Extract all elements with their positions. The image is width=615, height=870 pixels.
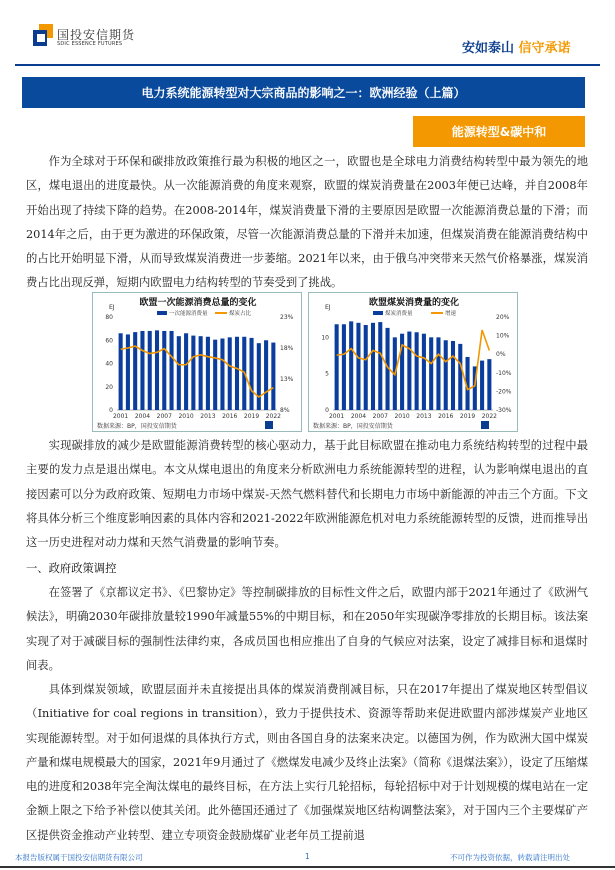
bar <box>140 331 144 410</box>
bar <box>487 359 491 410</box>
x-tick: 2019 <box>243 413 260 420</box>
bar <box>458 344 462 410</box>
footer-divider <box>0 866 615 868</box>
brand-name-en: SDIC ESSENCE FUTURES <box>57 41 123 47</box>
bar <box>148 331 152 410</box>
section-heading: 一、政府政策调控 <box>26 562 117 575</box>
bar <box>206 337 210 410</box>
chart-svg <box>309 293 519 433</box>
x-tick: 2022 <box>481 413 498 420</box>
bar <box>170 331 174 410</box>
legend-label: 煤炭消费量 <box>385 311 413 317</box>
bar <box>191 336 195 410</box>
y-tick-right: 23% <box>280 314 294 321</box>
y-tick-left: 80 <box>105 314 113 321</box>
chart-title: 欧盟煤炭消费量的变化 <box>368 298 460 308</box>
y-tick-left: 20 <box>105 383 113 391</box>
legend-label: 煤炭占比 <box>229 311 252 317</box>
x-tick: 2013 <box>200 413 216 420</box>
brand-name: 国投安信期货 <box>57 28 136 42</box>
y-tick-right: 10% <box>496 332 510 340</box>
footer-copyright: 本报告版权属于国投安信期货有限公司 <box>15 853 143 862</box>
company-logo <box>33 24 53 46</box>
bar <box>451 341 455 410</box>
page-number: 1 <box>305 852 310 861</box>
x-tick: 2022 <box>265 413 282 420</box>
legend-label: 增速 <box>445 311 457 317</box>
x-tick: 2019 <box>459 413 476 420</box>
legend-bar-swatch <box>373 311 383 315</box>
bar <box>342 324 346 410</box>
bar <box>213 340 217 410</box>
y-tick-right: 8% <box>280 407 290 414</box>
bar <box>415 332 419 410</box>
x-tick: 2013 <box>416 413 432 420</box>
y-tick-left: 40 <box>105 360 113 368</box>
slogan <box>462 37 571 56</box>
legend-bar-swatch <box>157 311 167 315</box>
y-tick-right: 13% <box>280 376 294 383</box>
bar <box>119 333 123 410</box>
y-tick-right: -20% <box>496 388 512 396</box>
x-tick: 2010 <box>394 413 410 420</box>
bar <box>436 337 440 410</box>
watermark-logo-icon <box>265 421 273 429</box>
bar <box>429 337 433 410</box>
bar <box>480 361 484 410</box>
bar <box>250 338 254 410</box>
x-tick: 2001 <box>328 413 345 420</box>
category-tag: 能源转型&碳中和 <box>413 116 585 147</box>
paragraph: 作为全球对于环保和碳排放政策推行最为积极的地区之一，欧盟也是全球电力消费结构转型中最为领先的地区，煤电退出的进度最快。从一次能源消费的角度来观察，欧盟的煤炭消费量在2003年便已达峰，并自2008年开始出现了持续下降的趋势。在2008-2014年，煤炭消费量下滑的主要原因是欧盟一次能源消费总量的下滑；而2014年之后，由于更为激进的环保政策，尽管一次能源消费总量的下滑并未加速，但煤炭消费在能源消费结构中的占比开始明显下滑，从而导致煤炭消费进一步萎缩。2021年以来，由于俄乌冲突带来天然气价格暴涨，煤炭消费占比出现反弹，短期内欧盟电力结构转型的节奏受到了挑战。 <box>26 155 588 290</box>
bar <box>133 332 137 410</box>
y-tick-right: 0% <box>496 351 506 359</box>
bar <box>177 336 181 410</box>
bar <box>444 340 448 410</box>
chart-svg <box>93 293 303 433</box>
bar <box>199 336 203 410</box>
y-tick-left: 60 <box>105 337 113 345</box>
bar <box>126 334 130 410</box>
y-tick-left: 5 <box>325 370 329 378</box>
bar <box>371 323 375 410</box>
x-tick: 2007 <box>372 413 388 420</box>
slogan-part-2: 信守承诺 <box>518 41 571 56</box>
y-tick-right: -10% <box>496 369 512 377</box>
bar <box>271 343 275 410</box>
bar <box>364 325 368 410</box>
bar <box>162 331 166 410</box>
footer-disclaimer: 不可作为投资依据，转载请注明出处 <box>450 853 570 862</box>
slogan-part-1: 安如泰山 <box>462 41 515 56</box>
bar <box>349 321 353 410</box>
bar <box>335 324 339 410</box>
paragraph: 在签署了《京都议定书》、《巴黎协定》等控制碳排放的目标性文件之后，欧盟内部于2021年通过了《欧洲气候法》，明确2030年碳排放量较1990年减量55%的中期目标，和在2050年实现碳净零排放的长期目标。该法案实现了对于减碳目标的强制性法律约束，各成员国也相应推出了自身的气候应对法案，设定了减排目标和退煤时间表。 <box>26 586 588 672</box>
unit-label: EJ <box>109 304 115 311</box>
bar <box>264 340 268 410</box>
legend-label: 一次能源消费量 <box>169 311 208 317</box>
report-title: 电力系统能源转型对大宗商品的影响之一：欧洲经验（上篇） <box>22 77 585 108</box>
bar <box>235 337 239 410</box>
bar <box>422 334 426 410</box>
watermark-logo-icon <box>481 421 489 429</box>
chart-primary-energy <box>92 292 302 432</box>
source-note: 数据来源：BP，国投安信期货 <box>97 423 177 430</box>
header-divider <box>15 64 600 66</box>
x-tick: 2007 <box>156 413 172 420</box>
x-tick: 2010 <box>178 413 194 420</box>
y-tick-right: -30% <box>496 407 512 414</box>
x-tick: 2001 <box>112 413 129 420</box>
bar <box>257 343 261 410</box>
x-tick: 2004 <box>350 413 367 420</box>
bar <box>184 333 188 410</box>
chart-coal-consumption <box>308 292 518 432</box>
bar <box>407 332 411 410</box>
source-note: 数据来源：BP，国投安信期货 <box>313 423 393 430</box>
chart-title: 欧盟一次能源消费总量的变化 <box>139 298 257 308</box>
y-tick-right: 20% <box>496 314 510 321</box>
x-tick: 2016 <box>222 413 238 420</box>
y-tick-left: 0 <box>325 407 329 414</box>
bar <box>220 339 224 410</box>
y-tick-left: 10 <box>321 334 329 342</box>
x-tick: 2016 <box>438 413 454 420</box>
bar <box>155 330 159 410</box>
unit-label: EJ <box>325 304 331 311</box>
paragraph: 实现碳排放的减少是欧盟能源消费转型的核心驱动力，基于此目标欧盟在推动电力系统结构转型的过程中最主要的发力点是退出煤电。本文从煤电退出的角度来分析欧洲电力系统能源转型的进程，认为影响煤电退出的直接因素可以分为政府政策、短期电力市场中煤炭-天然气燃料替代和长期电力市场中新能源的冲击三个方面。下文将具体分析三个维度影响因素的具体内容和2021-2022年欧洲能源危机对电力系统能源转型的反馈，进而推导出这一历史进程对动力煤和天然气消费量的影响节奏。 <box>26 439 588 550</box>
bar <box>228 337 232 410</box>
bar <box>356 323 360 410</box>
y-tick-right: 18% <box>280 345 294 352</box>
x-tick: 2004 <box>134 413 151 420</box>
bar <box>378 322 382 410</box>
paragraph: 具体到煤炭领域，欧盟层面并未直接提出具体的煤炭消费削减目标，只在2017年提出了煤炭地区转型倡议（Initiative for coal regions in transition），致力于提供技术、资源等帮助来促进欧盟内部涉煤炭产业地区实现能源转型。对于如何退煤的具体执行方式，则由各国自身的法案来决定。以德国为例，作为欧洲大国中煤炭产量和煤电规模最大的国家，2021年9月通过了《燃煤发电减少及终止法案》（简称《退煤法案》），设定了压缩煤电的进度和2038年完全淘汰煤电的最终目标，在方法上实行几轮招标，每轮招标中对于计划规模的煤电站在一定金额上限之下给予补偿以使其关闭。此外德国还通过了《加强煤炭地区结构调整法案》，对于国内三个主要煤矿产区提供资金推动产业转型、建立专项资金鼓励煤矿业老年员工提前退 <box>26 683 588 842</box>
y-tick-left: 0 <box>109 407 113 414</box>
